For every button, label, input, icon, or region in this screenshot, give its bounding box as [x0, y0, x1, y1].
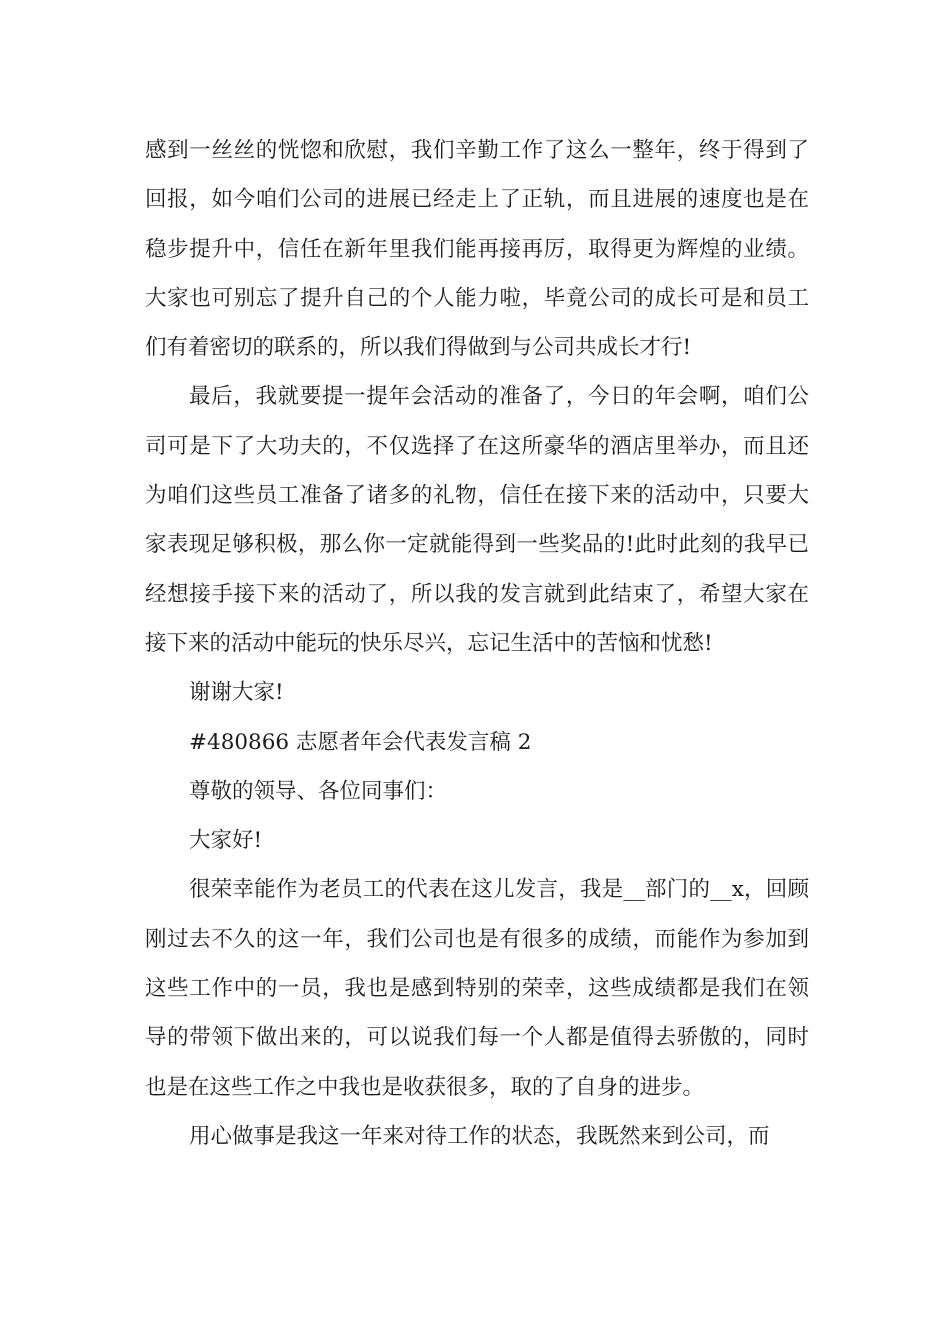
greeting: 大家好!: [189, 828, 263, 854]
section-heading: #480866 志愿者年会代表发言稿 2: [189, 729, 532, 755]
paragraph-1: 感到一丝丝的恍惚和欣慰，我们辛勤工作了这么一整年，终于得到了回报，如今咱们公司的进展已经走上了正轨，而且进展的速度也是在稳步提升中，信任在新年里我们能再接再厉，取得更为辉煌的业绩。大家也可别忘了提升自己的个人能力啦，毕竟公司的成长可是和员工们有着密切的联系的，所以我们得做到与公司共成长才行!: [145, 138, 809, 361]
paragraph-2: 最后，我就要提一提年会活动的准备了，今日的年会啊，咱们公司可是下了大功夫的，不仅选择了在这所豪华的酒店里举办，而且还为咱们这些员工准备了诸多的礼物，信任在接下来的活动中，只要大家表现足够积极，那么你一定就能得到一些奖品的!此时此刻的我早已经想接手接下来的活动了，所以我的发言就到此结束了，希望大家在接下来的活动中能玩的快乐尽兴，忘记生活中的苦恼和忧愁!: [145, 384, 809, 656]
document-body: [145, 126, 809, 1161]
salutation: 尊敬的领导、各位同事们：: [189, 778, 448, 804]
paragraph-8: 用心做事是我这一年来对待工作的状态，我既然来到公司，而: [189, 1123, 770, 1149]
paragraph-7: 很荣幸能作为老员工的代表在这儿发言，我是__部门的__x，回顾刚过去不久的这一年，我们公司也是有很多的成绩，而能作为参加到这些工作中的一员，我也是感到特别的荣幸，这些成绩都是我们在领导的带领下做出来的，可以说我们每一个人都是值得去骄傲的，同时也是在这些工作之中我也是收获很多，取的了自身的进步。: [145, 877, 809, 1100]
paragraph-3: 谢谢大家!: [189, 680, 284, 706]
